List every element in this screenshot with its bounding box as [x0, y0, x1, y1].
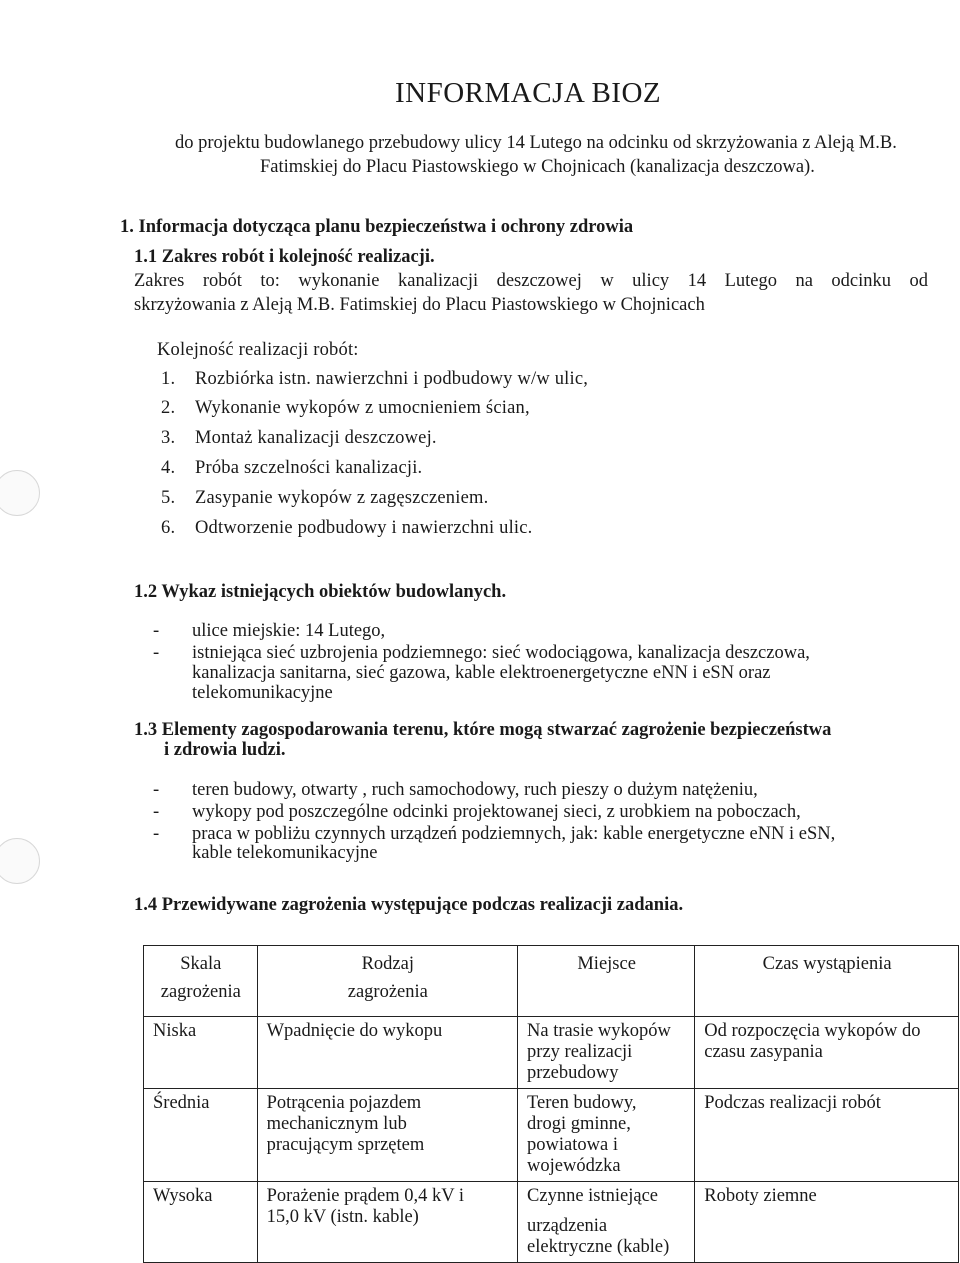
- table-row: [144, 1089, 959, 1182]
- section-1-heading: 1. Informacja dotycząca planu bezpieczeństwa i ochrony zdrowia: [120, 217, 634, 237]
- table-row: [144, 1017, 959, 1089]
- order-item-num: 1.: [161, 369, 176, 389]
- order-item-num: 3.: [161, 428, 176, 448]
- list-item: ulice miejskie: 14 Lutego,: [192, 621, 386, 641]
- hazards-table: [143, 945, 959, 1263]
- table-cell: Czynne istniejące urządzenia elektryczne (kable): [518, 1182, 695, 1263]
- scope-word: na: [795, 271, 813, 291]
- order-item-text: Zasypanie wykopów z zagęszczeniem.: [195, 488, 489, 508]
- scope-word: Zakres: [134, 271, 185, 291]
- order-item-text: Montaż kanalizacji deszczowej.: [195, 428, 437, 448]
- table-cell: Roboty ziemne: [695, 1182, 959, 1263]
- header-cell-place: Miejsce: [518, 946, 695, 1017]
- order-item-text: Odtworzenie podbudowy i nawierzchni ulic.: [195, 518, 533, 538]
- table-cell: Potrącenia pojazdem mechanicznym lub pracującym sprzętem: [257, 1089, 517, 1182]
- scope-word: robót: [202, 271, 242, 291]
- list-item: praca w pobliżu czynnych urządzeń podziemnych, jak: kable energetyczne eNN i eSN,: [192, 824, 836, 844]
- table-cell: Teren budowy, drogi gminne, powiatowa i wojewódzka: [518, 1089, 695, 1182]
- order-item-text: Rozbiórka istn. nawierzchni i podbudowy w/w ulic,: [195, 369, 589, 389]
- table-cell: Wysoka: [144, 1182, 258, 1263]
- list-item-cont: kanalizacja sanitarna, sieć gazowa, kable elektroenergetyczne eNN i eSN oraz: [192, 663, 771, 683]
- table-cell: Podczas realizacji robót: [695, 1089, 959, 1182]
- order-item-num: 2.: [161, 398, 176, 418]
- subtitle-line-2: Fatimskiej do Placu Piastowskiego w Chojnicach (kanalizacja deszczowa).: [260, 157, 815, 177]
- scope-word: deszczowej: [496, 271, 582, 291]
- table-cell: Niska: [144, 1017, 258, 1089]
- scope-word: 14: [687, 271, 707, 291]
- list-item-cont: kable telekomunikacyjne: [192, 843, 378, 863]
- scope-word: to:: [260, 271, 280, 291]
- table-cell: Średnia: [144, 1089, 258, 1182]
- table-cell: Od rozpoczęcia wykopów do czasu zasypania: [695, 1017, 959, 1089]
- scope-word: Lutego: [724, 271, 778, 291]
- page-title: INFORMACJA BIOZ: [395, 77, 662, 109]
- scope-line-1: [134, 271, 928, 292]
- list-item: teren budowy, otwarty , ruch samochodowy, ruch pieszy o dużym natężeniu,: [192, 780, 758, 800]
- header-cell-type: Rodzaj zagrożenia: [257, 946, 517, 1017]
- list-dash: -: [153, 643, 160, 663]
- subtitle-line-1: do projektu budowlanego przebudowy ulicy 14 Lutego na odcinku od skrzyżowania z Aleją M.B.: [175, 133, 897, 153]
- list-dash: -: [153, 802, 160, 822]
- table-cell: Na trasie wykopów przy realizacji przebudowy: [518, 1017, 695, 1089]
- scope-word: wykonanie: [298, 271, 380, 291]
- section-1-4-heading: 1.4 Przewidywane zagrożenia występujące podczas realizacji zadania.: [134, 895, 684, 915]
- scope-line-2: skrzyżowania z Aleją M.B. Fatimskiej do Placu Piastowskiego w Chojnicach: [134, 295, 705, 315]
- list-dash: -: [153, 621, 160, 641]
- header-cell-time: Czas wystąpienia: [695, 946, 959, 1017]
- order-item-num: 5.: [161, 488, 176, 508]
- order-label: Kolejność realizacji robót:: [157, 340, 359, 360]
- table-cell: Porażenie prądem 0,4 kV i 15,0 kV (istn. kable): [257, 1182, 517, 1263]
- scope-word: w: [600, 271, 614, 291]
- order-item-text: Wykonanie wykopów z umocnieniem ścian,: [195, 398, 530, 418]
- section-1-1-heading: 1.1 Zakres robót i kolejność realizacji.: [134, 247, 435, 267]
- scope-word: kanalizacji: [398, 271, 479, 291]
- binder-hole-bottom: [0, 838, 40, 884]
- table-header-row: [144, 946, 959, 1017]
- list-item: wykopy pod poszczególne odcinki projektowanej sieci, z urobkiem na poboczach,: [192, 802, 801, 822]
- scope-word: od: [909, 271, 928, 291]
- header-cell-scale: Skala zagrożenia: [144, 946, 258, 1017]
- scope-word: odcinku: [831, 271, 892, 291]
- order-item-text: Próba szczelności kanalizacji.: [195, 458, 423, 478]
- section-1-2-heading: 1.2 Wykaz istniejących obiektów budowlanych.: [134, 582, 507, 602]
- section-1-3-heading: 1.3 Elementy zagospodarowania terenu, które mogą stwarzać zagrożenie bezpieczeństwa: [134, 720, 832, 740]
- table-row: [144, 1182, 959, 1263]
- order-item-num: 6.: [161, 518, 176, 538]
- scope-word: ulicy: [632, 271, 670, 291]
- binder-hole-top: [0, 470, 40, 516]
- table-cell: Wpadnięcie do wykopu: [257, 1017, 517, 1089]
- list-item: istniejąca sieć uzbrojenia podziemnego: sieć wodociągowa, kanalizacja deszczowa,: [192, 643, 810, 663]
- list-dash: -: [153, 780, 160, 800]
- list-item-cont: telekomunikacyjne: [192, 683, 333, 703]
- section-1-3-heading-cont: i zdrowia ludzi.: [164, 740, 286, 760]
- order-item-num: 4.: [161, 458, 176, 478]
- list-dash: -: [153, 824, 160, 844]
